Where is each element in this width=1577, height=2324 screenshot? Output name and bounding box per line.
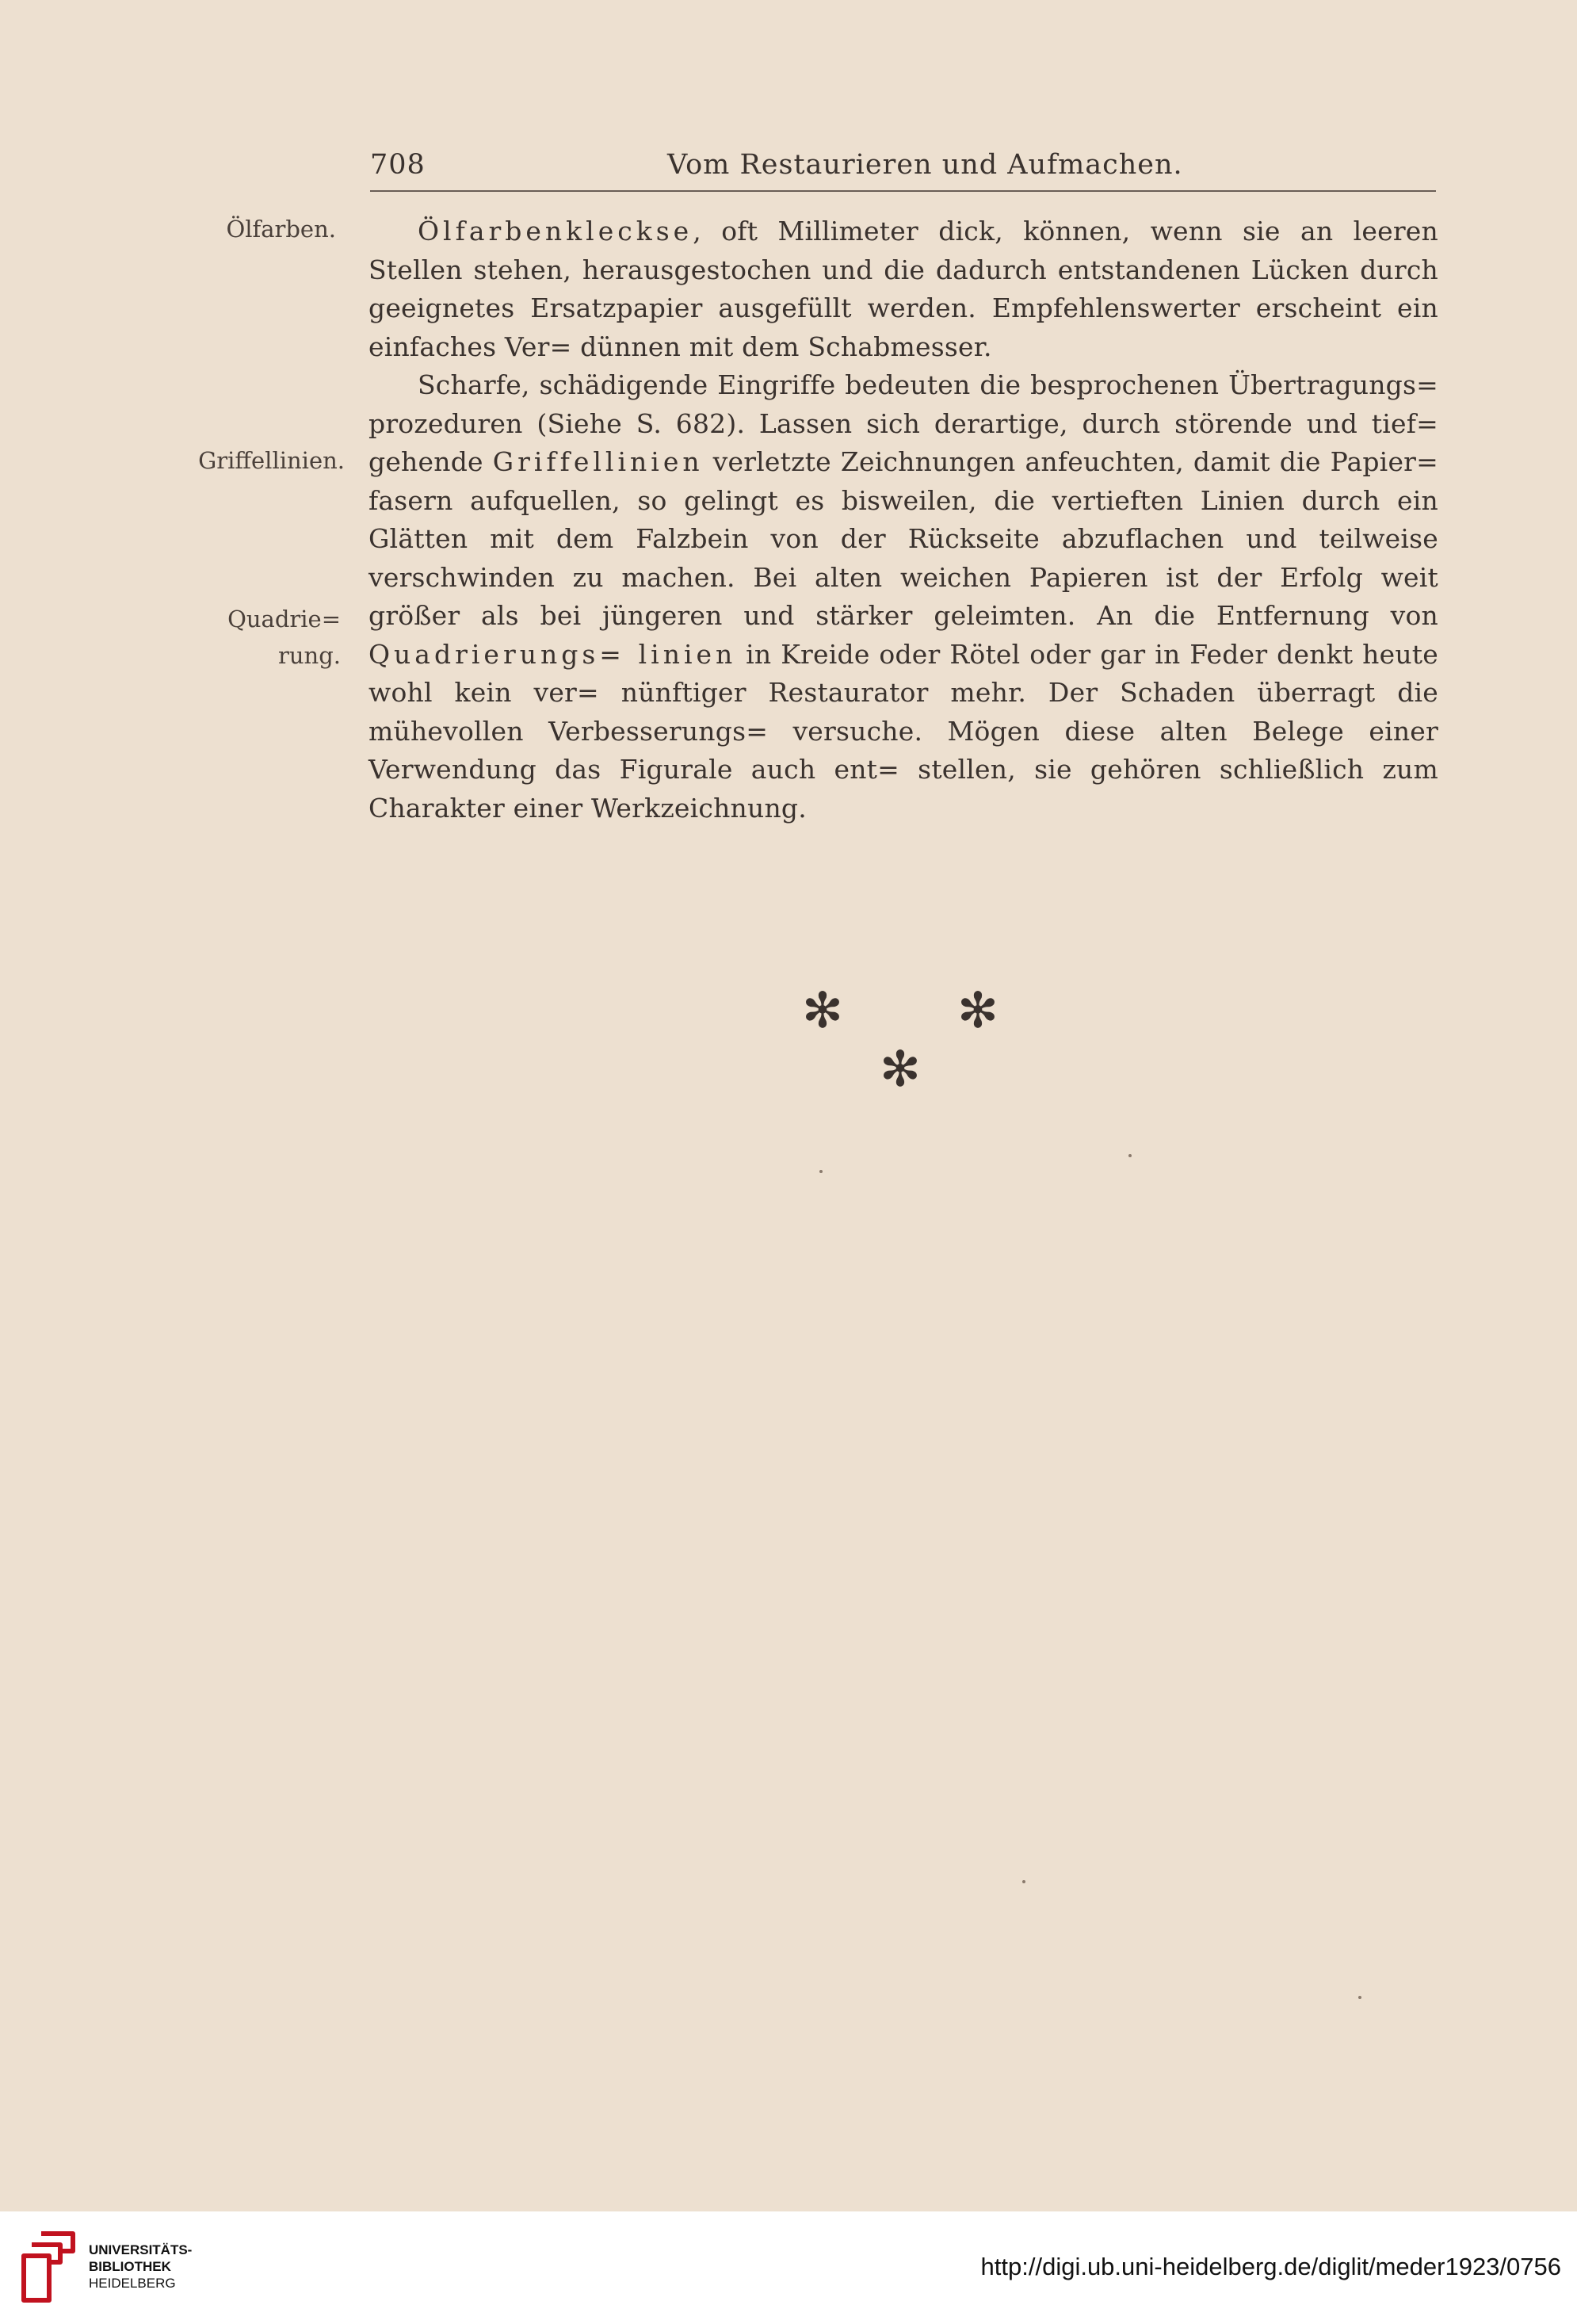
library-name-line3: HEIDELBERG bbox=[89, 2276, 176, 2291]
paragraph-eingriffe-text-c: in Kreide oder Rötel oder gar in Feder denkt heute wohl kein ver= nünftiger Restaurator mehr. Der Schaden überragt die mühevollen Verbesserungs= versuche. Mögen diese alten Belege einer Verwendung das Figurale auch ent= stellen, sie gehören schließlich zum Charakter einer Werkzeichnung. bbox=[368, 638, 1438, 824]
asterism-bottom: ✻ bbox=[880, 1040, 921, 1098]
digitization-footer bbox=[0, 2211, 1577, 2324]
paragraph-olfarben bbox=[368, 212, 1438, 366]
paragraph-eingriffe bbox=[368, 366, 1438, 828]
library-name-line2: BIBLIOTHEK bbox=[89, 2259, 171, 2274]
paper-speck bbox=[1128, 1154, 1132, 1157]
library-logo-icon bbox=[17, 2227, 79, 2307]
asterism-right: ✻ bbox=[957, 981, 999, 1039]
paragraph-eingriffe-text-a: Scharfe, schädigende Eingriffe bedeuten die besprochenen Übertragungs= prozeduren (Siehe S. 682). Lassen sich derartige, durch störende und tief= gehende bbox=[368, 369, 1438, 477]
margin-note-quadrierung-line2: rung. bbox=[278, 642, 341, 669]
asterism-left: ✻ bbox=[802, 981, 843, 1039]
paragraph-eingriffe-text-b: verletzte Zeichnungen anfeuchten, damit die Papier= fasern aufquellen, so gelingt es bisweilen, die vertieften Linien durch ein Glätten mit dem Falzbein von der Rückseite abzuflachen und teilweise verschwinden zu machen. Bei alten weichen Papieren ist der Erfolg weit größer als bei jüngeren und stärker geleimten. An die Entfernung von bbox=[368, 446, 1438, 631]
spaced-term-olfarbenkleckse: Ölfarbenkleckse bbox=[418, 216, 693, 247]
paper-speck bbox=[819, 1170, 823, 1173]
page-number: 708 bbox=[370, 149, 426, 181]
library-name bbox=[89, 2242, 192, 2292]
spaced-term-griffellinien: Griffellinien bbox=[492, 446, 704, 477]
source-url-link[interactable]: http://digi.ub.uni-heidelberg.de/diglit/meder1923/0756 bbox=[980, 2253, 1561, 2280]
page-header bbox=[370, 149, 1436, 192]
paragraph-olfarben-text: , oft Millimeter dick, können, wenn sie an leeren Stellen stehen, herausgestochen und die dadurch entstandenen Lücken durch geeignetes Ersatzpapier ausgefüllt werden. Empfehlenswerter erscheint ein einfaches Ver= dünnen mit dem Schabmesser. bbox=[368, 216, 1438, 362]
library-name-line1: UNIVERSITÄTS- bbox=[89, 2242, 193, 2257]
spaced-term-quadrierungslinien: Quadrierungs= linien bbox=[368, 638, 737, 670]
margin-note-quadrierung bbox=[227, 601, 341, 674]
paper-speck bbox=[1022, 1880, 1025, 1883]
margin-note-quadrierung-line1: Quadrie= bbox=[227, 606, 341, 633]
margin-note-olfarben: Ölfarben. bbox=[226, 216, 336, 243]
margin-note-griffellinien: Griffellinien. bbox=[198, 447, 345, 474]
paper-speck bbox=[1358, 1996, 1361, 1999]
running-title: Vom Restaurieren und Aufmachen. bbox=[667, 149, 1183, 181]
body-text bbox=[368, 212, 1438, 828]
